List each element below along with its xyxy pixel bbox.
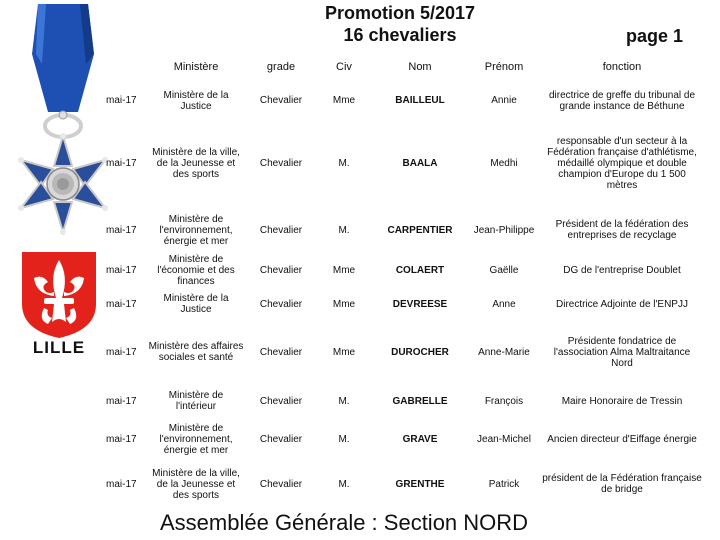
cell-civ: M.	[338, 224, 350, 236]
cell-prenom: Patrick	[488, 478, 520, 490]
cell-prenom: Annie	[491, 95, 517, 106]
cell-nom: GRAVE	[402, 433, 438, 445]
cell-grade: Chevalier	[259, 298, 303, 310]
footer-section-title: Assemblée Générale : Section NORD	[160, 510, 529, 535]
cell-grade: Chevalier	[259, 264, 303, 276]
cell-civ: M.	[338, 433, 350, 445]
cell-grade: Chevalier	[259, 346, 303, 358]
column-header-civ: Civ	[336, 61, 352, 73]
cell-date: mai-17	[106, 224, 137, 236]
cell-ministere: Ministère de la ville, de la Jeunesse et des sports	[152, 467, 240, 501]
cell-date: mai-17	[106, 298, 137, 310]
cell-civ: Mme	[332, 264, 356, 276]
page-title	[280, 2, 520, 46]
title-line-2: 16 chevaliers	[343, 25, 457, 45]
cell-ministere: Ministère de l'économie et des finances	[157, 253, 235, 287]
cell-prenom: Jean-Michel	[477, 433, 531, 445]
cell-ministere: Ministère de la ville, de la Jeunesse et des sports	[152, 146, 240, 180]
column-header-ministere: Ministère	[173, 61, 219, 73]
cell-civ: M.	[338, 395, 350, 407]
cell-date: mai-17	[106, 264, 137, 276]
cell-date: mai-17	[106, 395, 137, 407]
cell-nom: BAILLEUL	[395, 95, 445, 106]
table-row	[100, 419, 704, 459]
title-line-1: Promotion 5/2017	[324, 3, 476, 23]
cell-nom: GRENTHE	[395, 478, 445, 490]
lille-logo-text: LILLE	[32, 338, 86, 357]
cell-date: mai-17	[106, 478, 137, 490]
table-row	[100, 119, 704, 207]
chevaliers-table	[100, 52, 704, 509]
column-header-nom: Nom	[408, 61, 432, 73]
cell-ministere: Ministère de l'intérieur	[168, 390, 224, 412]
cell-nom: COLAERT	[395, 264, 445, 276]
table-header-row	[100, 52, 704, 82]
table-row	[100, 287, 704, 321]
cell-nom: DUROCHER	[391, 346, 449, 358]
table-row	[100, 207, 704, 253]
cell-ministere: Ministère de la Justice	[163, 89, 229, 112]
table-row	[100, 459, 704, 509]
cell-grade: Chevalier	[259, 224, 303, 236]
column-header-grade: grade	[266, 61, 296, 73]
cell-fonction: DG de l'entreprise Doublet	[563, 264, 681, 276]
cell-civ: Mme	[332, 346, 356, 358]
cell-grade: Chevalier	[259, 157, 303, 169]
cell-grade: Chevalier	[259, 478, 303, 490]
cell-fonction: Ancien directeur d'Eiffage énergie	[547, 433, 697, 445]
page-number: page 1	[626, 26, 684, 46]
cell-prenom: Jean-Philippe	[473, 224, 535, 236]
column-header-prenom: Prénom	[484, 61, 524, 73]
cell-grade: Chevalier	[259, 95, 303, 106]
cell-civ: Mme	[332, 298, 356, 310]
cell-civ: M.	[338, 157, 350, 169]
cell-prenom: Anne-Marie	[478, 346, 530, 358]
cell-grade: Chevalier	[259, 433, 303, 445]
cell-civ: Mme	[332, 95, 356, 106]
cell-fonction: Maire Honoraire de Tressin	[561, 395, 683, 407]
cell-fonction: président de la Fédération française de bridge	[542, 473, 702, 495]
cell-ministere: Ministère des affaires sociales et santé	[148, 341, 244, 363]
cell-date: mai-17	[106, 346, 137, 358]
cell-prenom: François	[484, 395, 524, 407]
cell-prenom: Gaëlle	[489, 264, 519, 276]
cell-fonction: responsable d'un secteur à la Fédération française d'athlétisme, médaillé olympique et double champion d'Europe du 1 500 mètres	[547, 135, 697, 191]
cell-nom: GABRELLE	[392, 395, 448, 407]
cell-nom: CARPENTIER	[387, 224, 453, 236]
cell-fonction: Président de la fédération des entreprises de recyclage	[555, 219, 689, 241]
table-row	[100, 82, 704, 119]
column-header-date	[100, 52, 146, 82]
cell-fonction: Directrice Adjointe de l'ENPJJ	[556, 298, 688, 310]
cell-fonction: directrice de greffe du tribunal de grande instance de Béthune	[548, 89, 695, 112]
cell-civ: M.	[338, 478, 350, 490]
table-row	[100, 253, 704, 287]
cell-nom: DEVREESE	[392, 298, 448, 310]
cell-ministere: Ministère de l'environnement, énergie et mer	[159, 422, 233, 456]
table-row	[100, 383, 704, 419]
cell-prenom: Medhi	[490, 157, 518, 169]
cell-ministere: Ministère de la Justice	[163, 293, 229, 315]
cell-ministere: Ministère de l'environnement, énergie et mer	[159, 213, 233, 247]
cell-fonction: Présidente fondatrice de l'association Alma Maltraitance Nord	[553, 335, 691, 369]
table-row	[100, 321, 704, 383]
column-header-fonction: fonction	[602, 61, 642, 73]
cell-nom: BAALA	[402, 157, 438, 169]
cell-date: mai-17	[106, 433, 137, 445]
cell-prenom: Anne	[492, 298, 516, 310]
cell-grade: Chevalier	[259, 395, 303, 407]
cell-date: mai-17	[106, 95, 137, 106]
cell-date: mai-17	[106, 157, 137, 169]
